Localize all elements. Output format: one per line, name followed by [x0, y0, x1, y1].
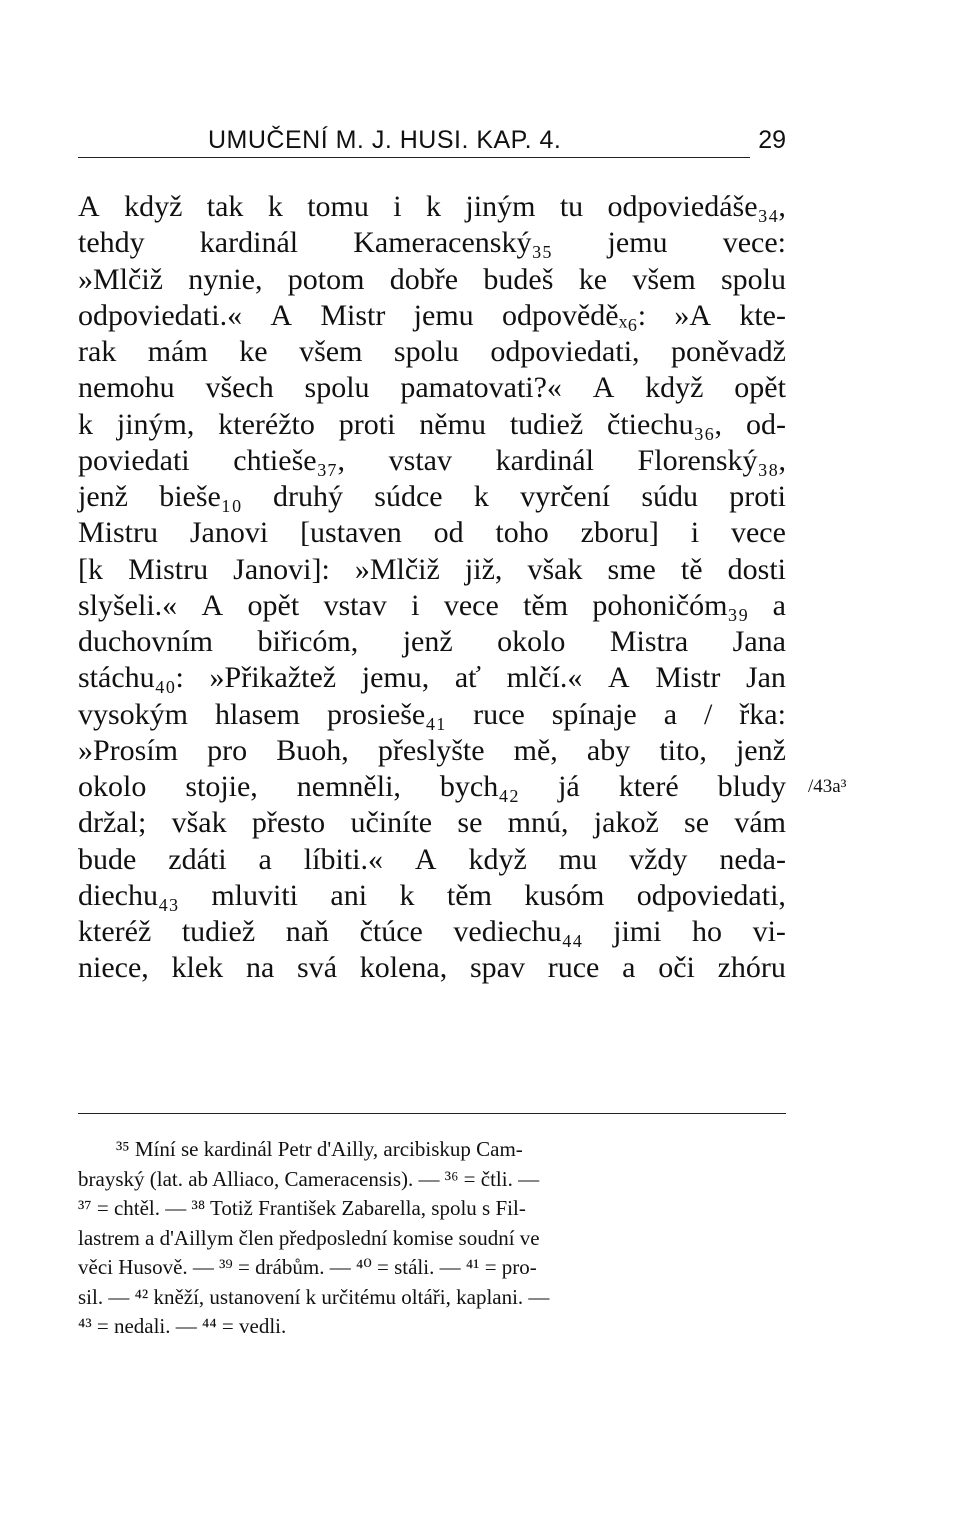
word: přeslyšte	[377, 733, 485, 767]
word: všech	[205, 371, 274, 405]
word: když	[124, 190, 183, 223]
word: zboru]	[580, 516, 659, 550]
text-line	[78, 914, 786, 950]
word: němu	[419, 407, 486, 441]
word: okolo	[78, 770, 147, 803]
word: ani	[330, 878, 368, 912]
word: čtúce	[359, 915, 423, 948]
footnote-line: věci Husově. — ³⁹ = drábům. — ⁴⁰ = stáli. — ⁴¹ = pro-	[78, 1255, 537, 1279]
word: klek	[171, 951, 224, 985]
word: odpoviedati,	[490, 335, 640, 368]
word: kusóm	[524, 878, 605, 912]
footnote-line: ³⁵ Míní se kardinál Petr d'Ailly, arcibiskup Cam-	[116, 1137, 523, 1161]
word: vstav	[323, 588, 387, 622]
word: tak	[206, 190, 244, 223]
word: těm	[446, 878, 492, 912]
word: svá	[297, 951, 338, 985]
word: spolu	[720, 262, 786, 296]
word: držal;	[78, 806, 147, 840]
footnote-line: ⁴³ = nedali. — ⁴⁴ = vedli.	[78, 1314, 287, 1338]
text-line	[78, 189, 786, 225]
word: Jana	[732, 625, 786, 658]
word: jenž	[402, 625, 453, 658]
word: Janovi]:	[233, 552, 330, 586]
word: vece	[730, 516, 786, 550]
word: přesto	[251, 806, 326, 840]
word: spínaje	[551, 697, 637, 731]
word: a	[663, 697, 678, 731]
word: odpověděₓ₆:	[501, 298, 647, 332]
word: »A	[674, 298, 712, 332]
word: líbiti.«	[303, 842, 383, 876]
word: opět	[734, 371, 786, 405]
word: chtieše₃₇,	[233, 443, 345, 477]
word: odpoviedáše₃₄,	[607, 190, 786, 223]
text-line	[78, 407, 786, 443]
word: jakož	[593, 806, 659, 840]
footnote-line: brayský (lat. ab Alliaco, Cameracensis). — ³⁶ = čtli. —	[78, 1166, 540, 1191]
text-line	[78, 552, 786, 588]
word: tehdy	[78, 226, 145, 260]
word: A	[608, 661, 630, 695]
word: Mistru	[128, 552, 209, 586]
word: jemu	[413, 298, 474, 332]
word: kte-	[739, 298, 786, 332]
word: súdu	[641, 480, 698, 513]
word: tudiež	[181, 915, 256, 948]
word: mluviti	[211, 878, 298, 912]
word: prosieše₄₁	[326, 697, 447, 731]
word: dosti	[727, 552, 786, 586]
word: A	[592, 371, 615, 405]
main-text	[78, 189, 786, 987]
text-line	[78, 624, 786, 660]
word: tomu	[307, 190, 369, 223]
word: a	[772, 588, 786, 622]
word: však	[527, 552, 583, 586]
word: mlčí.«	[506, 661, 583, 695]
word: Florenský₃₈,	[637, 443, 786, 477]
word: tudiež	[509, 407, 584, 441]
word: bych₄₂	[439, 770, 520, 803]
text-line	[78, 298, 786, 334]
word: na	[245, 951, 275, 985]
word: nynie,	[188, 262, 263, 296]
word: ho	[692, 915, 723, 948]
word: proti	[729, 480, 786, 513]
text-line	[78, 370, 786, 406]
word: však	[171, 806, 227, 840]
word: se	[457, 806, 483, 840]
word: kolena,	[359, 951, 448, 985]
word: A	[414, 842, 437, 876]
word: k	[78, 407, 93, 441]
word: spav	[469, 951, 525, 985]
word: »Přikažtež	[209, 661, 337, 695]
word: k	[399, 878, 415, 912]
word: A	[78, 190, 100, 223]
text-line	[78, 950, 786, 986]
word: Jan	[745, 661, 786, 695]
word: »Mlčiž	[354, 552, 440, 586]
word: bude	[78, 842, 137, 876]
word: Mistr	[655, 661, 721, 695]
margin-note: /43a³	[808, 776, 847, 797]
footnote-line: sil. — ⁴² kněží, ustanovení k určitému oltáři, kaplani. —	[78, 1284, 550, 1309]
page-number: 29	[758, 126, 786, 154]
text-line	[78, 225, 786, 261]
word: poviedati	[78, 443, 190, 477]
word: i	[393, 190, 402, 223]
word: a	[258, 842, 272, 876]
word: mu	[558, 842, 598, 876]
word: naň	[285, 915, 330, 948]
word: Mistru	[78, 516, 159, 550]
word: stojie,	[185, 770, 258, 803]
word: k	[267, 190, 283, 223]
word: toho	[495, 516, 549, 550]
word: ke	[239, 335, 268, 368]
text-line	[78, 842, 786, 878]
word: sme	[607, 552, 656, 586]
word: pohoničóm₃₉	[592, 588, 749, 622]
word: jenž	[78, 480, 128, 513]
word: [ustaven	[300, 516, 402, 550]
word: proti	[338, 407, 396, 441]
word: Kameracenský₃₅	[353, 226, 553, 260]
footnote-rule	[78, 1113, 786, 1114]
word: »Mlčiž	[78, 262, 163, 296]
word: dobře	[389, 262, 459, 296]
word: k	[473, 480, 489, 513]
word: vstav	[388, 443, 452, 477]
word: diechu₄₃	[78, 878, 179, 912]
text-line	[78, 769, 786, 805]
word: ruce	[473, 697, 525, 731]
footnotes	[78, 1135, 786, 1342]
word: A	[270, 298, 293, 332]
word: Mistra	[609, 625, 689, 658]
word: neda-	[719, 842, 786, 876]
text-line	[78, 588, 786, 624]
word: zdáti	[168, 842, 227, 876]
word: opět	[247, 588, 300, 622]
word: vyrčení	[520, 480, 611, 513]
word: učiníte	[350, 806, 433, 840]
word: vi-	[752, 915, 786, 948]
word: tu	[559, 190, 584, 223]
word: duchovním	[78, 625, 213, 658]
word: vždy	[629, 842, 688, 876]
word: Mistr	[320, 298, 386, 332]
word: odpoviedati.«	[78, 298, 243, 332]
word: těm	[523, 588, 569, 622]
word: spolu	[393, 335, 459, 368]
page-header	[78, 126, 786, 160]
word: druhý	[273, 480, 344, 513]
word: když	[645, 371, 704, 405]
word: kteréžto	[218, 407, 315, 441]
word: jiným	[465, 190, 536, 223]
text-line	[78, 262, 786, 298]
word: vám	[734, 806, 786, 840]
word: niece,	[78, 951, 149, 985]
word: okolo	[497, 625, 566, 658]
word: ruce	[547, 951, 600, 985]
word: od	[433, 516, 464, 550]
text-line	[78, 479, 786, 515]
word: budeš	[483, 262, 554, 296]
word: oči	[658, 951, 695, 985]
word: jimi	[613, 915, 662, 948]
word: nemohu	[78, 371, 175, 405]
word: stáchu₄₀:	[78, 661, 184, 695]
text-line	[78, 334, 786, 370]
word: Janovi	[189, 516, 269, 550]
word: A	[201, 588, 224, 622]
word: již,	[464, 552, 503, 586]
word: mnú,	[507, 806, 569, 840]
word: vece	[443, 588, 499, 622]
word: od-	[745, 407, 786, 441]
word: tito,	[659, 733, 707, 767]
word: řka:	[739, 697, 786, 731]
word: a	[622, 951, 636, 985]
word: já	[558, 770, 580, 803]
word: rak	[78, 335, 117, 368]
word: pro	[207, 733, 248, 767]
word: súdce	[374, 480, 443, 513]
footnote-line: ³⁷ = chtěl. — ³⁸ Totiž František Zabarella, spolu s Fil-	[78, 1196, 526, 1220]
word: jenž	[735, 733, 786, 767]
word: mě,	[513, 733, 558, 767]
word: slyšeli.«	[78, 588, 178, 622]
word: Buoh,	[276, 733, 349, 767]
word: které	[618, 770, 679, 803]
word: kardinál	[495, 443, 594, 477]
word: kteréž	[78, 915, 152, 948]
text-line	[78, 443, 786, 479]
footnote-line: lastrem a d'Aillym člen předposlední komise soudní ve	[78, 1225, 540, 1250]
word: hlasem	[214, 697, 300, 731]
text-line	[78, 733, 786, 769]
word: bludy	[717, 770, 786, 803]
word: vediechu₄₄	[453, 915, 583, 948]
word: pamatovati?«	[400, 371, 562, 405]
word: čtiechu₃₆,	[607, 407, 723, 441]
text-line	[78, 697, 786, 733]
word: jemu	[607, 226, 668, 260]
word: k	[426, 190, 442, 223]
word: ať	[454, 661, 481, 695]
text-line	[78, 660, 786, 696]
word: i	[411, 588, 420, 622]
running-title: UMUČENÍ M. J. HUSI. KAP. 4.	[208, 126, 562, 154]
word: jiným,	[116, 407, 195, 441]
word: když	[468, 842, 527, 876]
word: odpoviedati,	[636, 878, 786, 912]
word: jemu,	[361, 661, 430, 695]
word: mám	[147, 335, 208, 368]
text-line	[78, 515, 786, 551]
word: nemněli,	[296, 770, 401, 803]
word: aby	[586, 733, 631, 767]
header-rule	[78, 157, 750, 158]
word: tě	[680, 552, 703, 586]
word: ke	[578, 262, 608, 296]
word: vece:	[722, 226, 786, 260]
word: spolu	[304, 371, 370, 405]
word: [k	[78, 552, 103, 586]
word: /	[703, 697, 713, 731]
word: »Prosím	[78, 733, 179, 767]
word: všem	[299, 335, 363, 368]
word: vysokým	[78, 697, 189, 731]
word: bieše₁₀	[159, 480, 242, 513]
word: kardinál	[199, 226, 299, 260]
word: potom	[287, 262, 365, 296]
word: biřicóm,	[257, 625, 359, 658]
word: i	[690, 516, 700, 550]
word: všem	[632, 262, 696, 296]
text-line	[78, 878, 786, 914]
word: poněvadž	[671, 335, 786, 368]
word: zhóru	[717, 951, 786, 985]
word: se	[684, 806, 710, 840]
text-line	[78, 805, 786, 841]
